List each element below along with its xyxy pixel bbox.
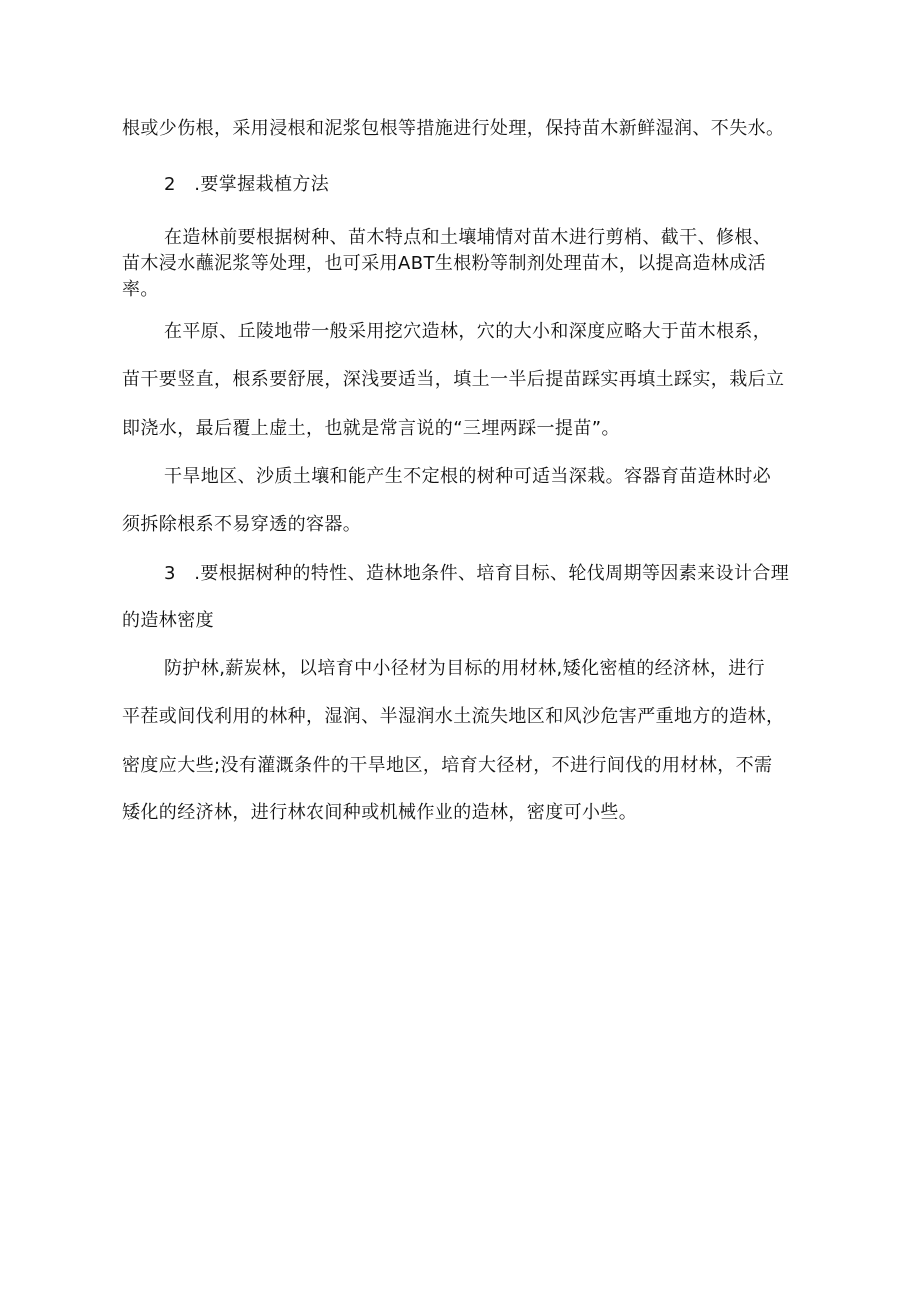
text-line-13: 防护林,薪炭林，以培育中小径材为目标的用材林,矮化密植的经济林，进行	[164, 658, 766, 679]
text-line-4: 苗木浸水蘸泥浆等处理，也可采用ABT生根粉等制剂处理苗木，以提高造林成活	[122, 253, 767, 274]
text-line-6: 在平原、丘陵地带一般采用挖穴造林，穴的大小和深度应略大于苗木根系，	[164, 321, 772, 342]
text-line-3: 在造林前要根据树种、苗木特点和土壤埔情对苗木进行剪梢、截干、修根、	[164, 227, 772, 248]
text-line-8: 即浇水，最后覆上虚土，也就是常言说的“三埋两踩一提苗”。	[122, 418, 620, 439]
section-heading-3: 3 .要根据树种的特性、造林地条件、培育目标、轮伐周期等因素来设计合理	[164, 563, 790, 584]
text-line-1: 根或少伤根，采用浸根和泥浆包根等措施进行处理，保持苗木新鲜湿润、不失水。	[122, 118, 785, 139]
section-heading-3-continued: 的造林密度	[122, 610, 214, 631]
text-line-15: 密度应大些;没有灌溉条件的干旱地区，培育大径材，不进行间伐的用材林，不需	[122, 755, 773, 776]
text-line-14: 平茬或间伐利用的林种，湿润、半湿润水土流失地区和风沙危害严重地方的造林，	[122, 706, 785, 727]
text-line-7: 苗干要竖直，根系要舒展，深浅要适当，填土一半后提苗踩实再填土踩实，栽后立	[122, 369, 785, 390]
text-line-5: 率。	[122, 279, 159, 300]
text-line-16: 矮化的经济林，进行林农间种或机械作业的造林，密度可小些。	[122, 802, 638, 823]
section-heading-2: 2 .要掌握栽植方法	[164, 174, 330, 195]
text-line-10: 须拆除根系不易穿透的容器。	[122, 514, 362, 535]
text-line-9: 干旱地区、沙质土壤和能产生不定根的树种可适当深栽。容器育苗造林时必	[164, 466, 772, 487]
